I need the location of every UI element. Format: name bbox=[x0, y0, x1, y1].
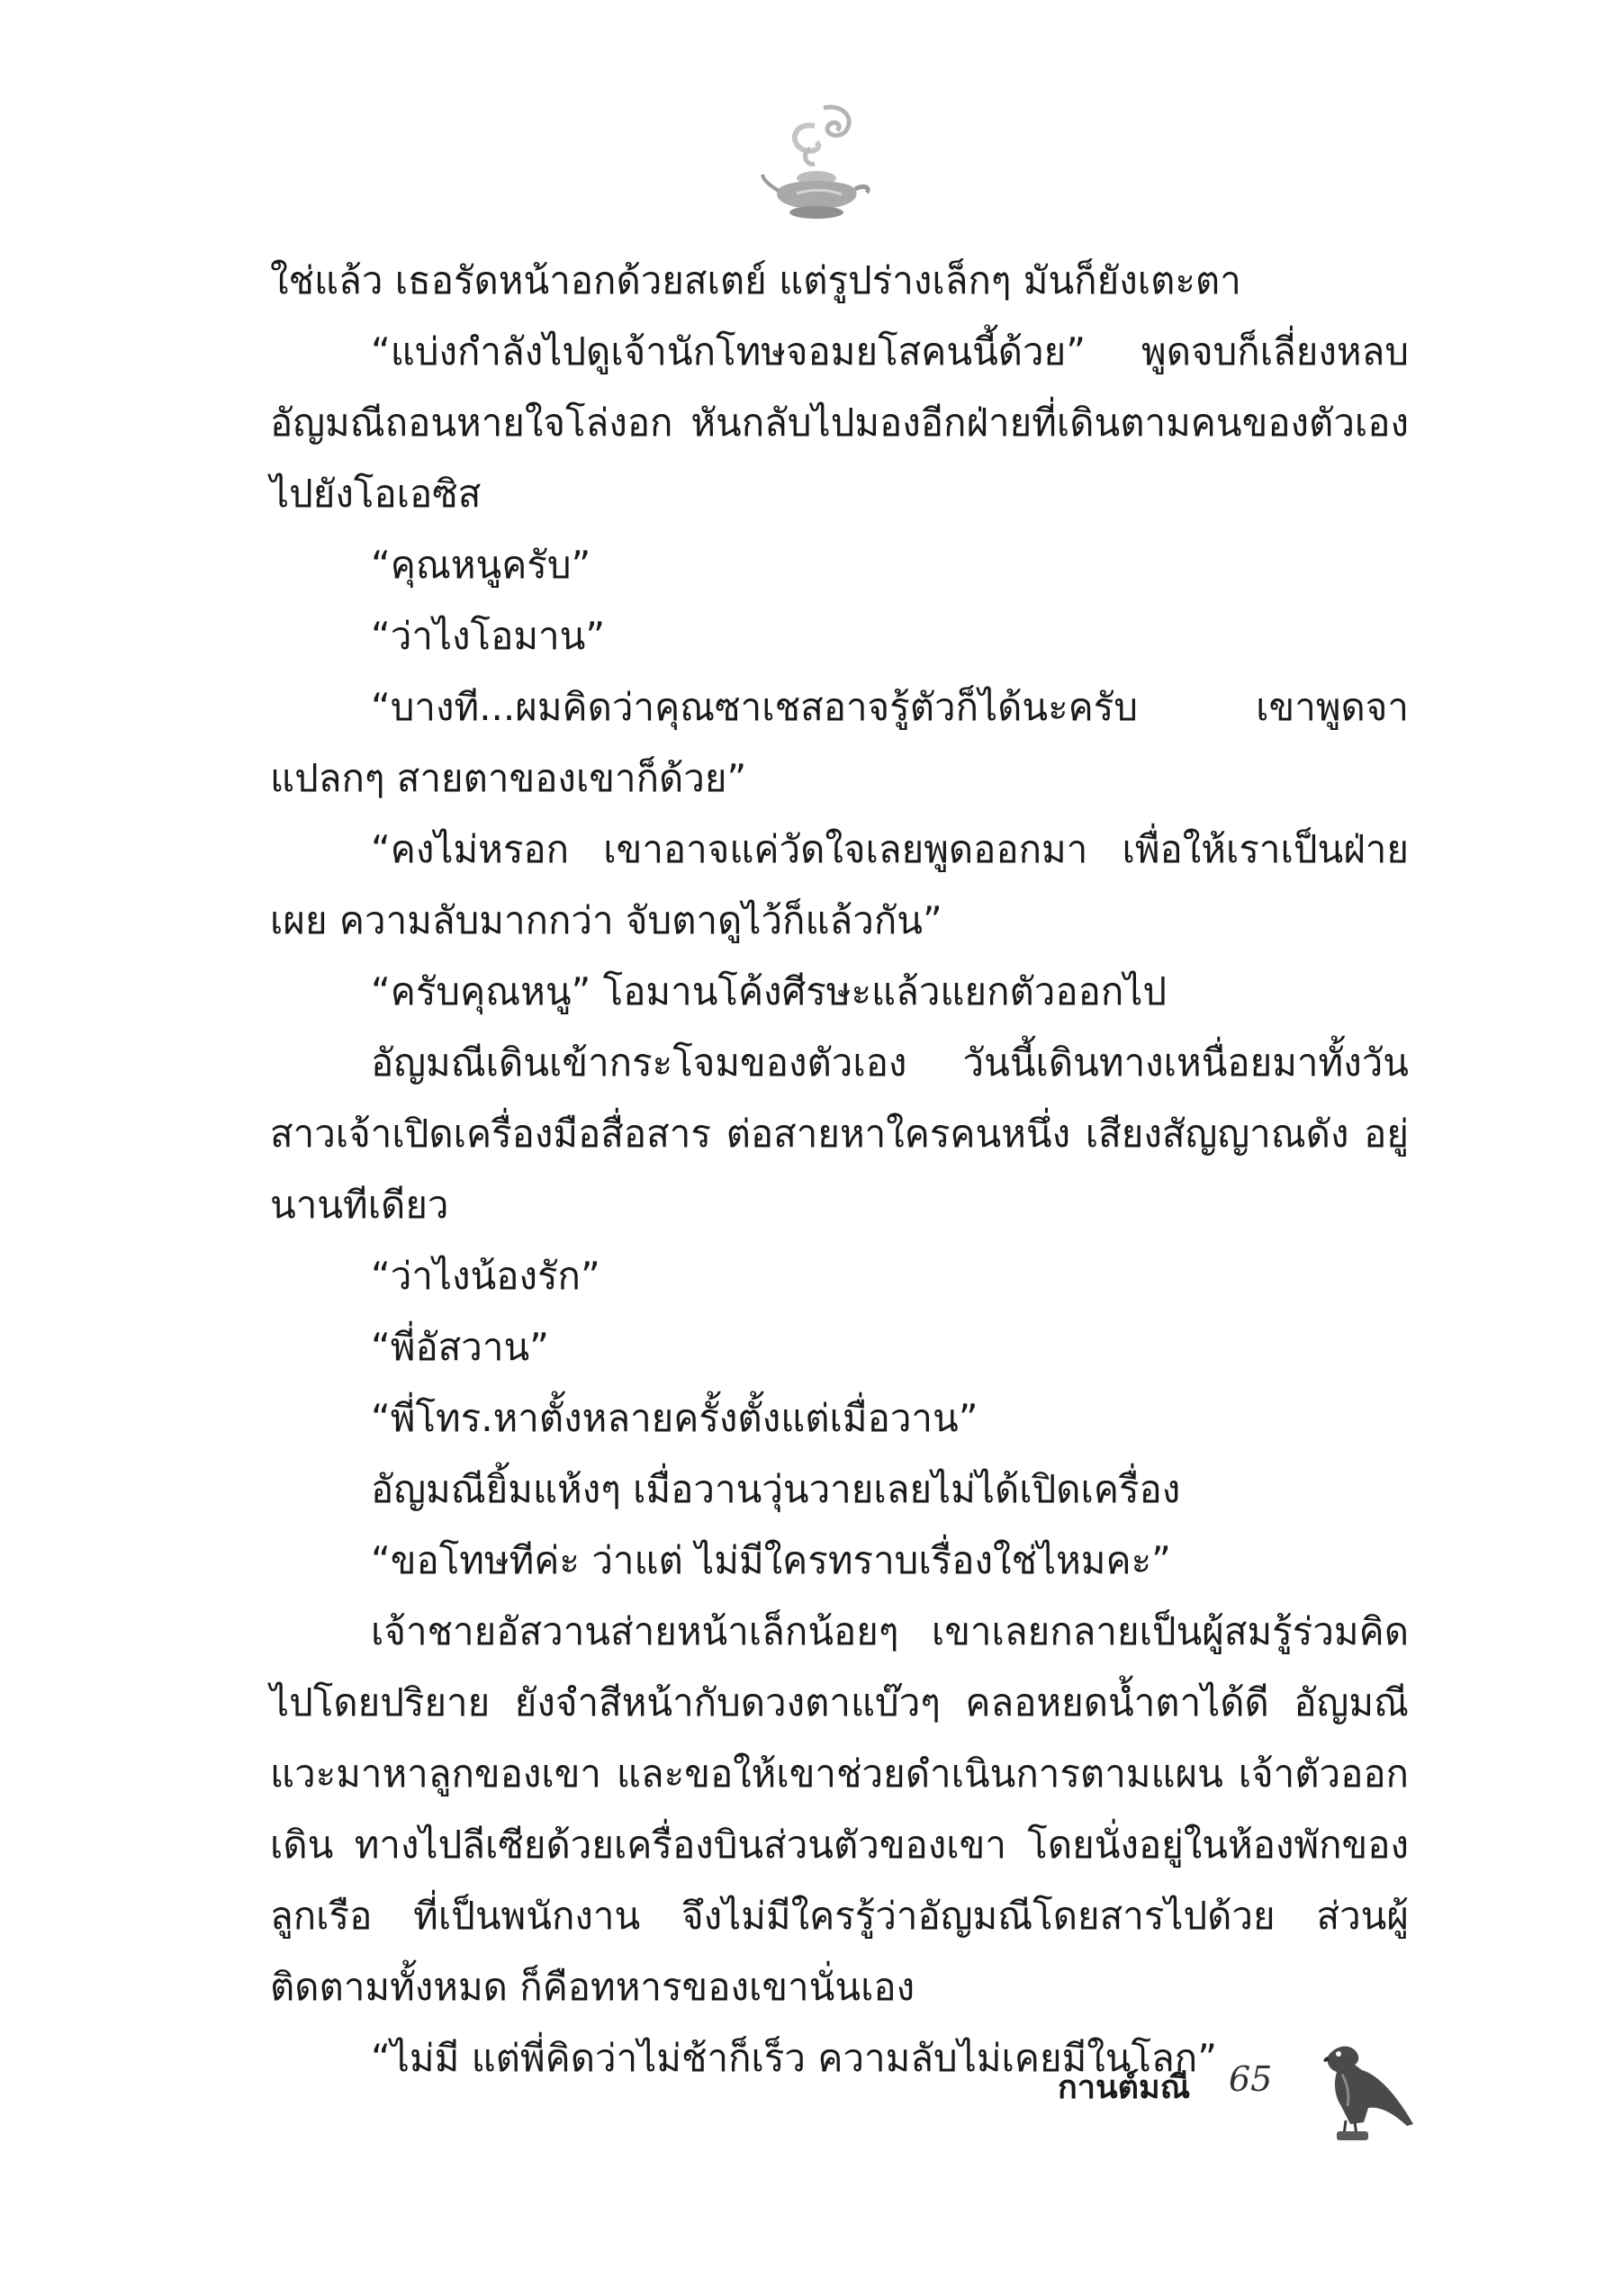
paragraph: “คงไม่หรอก เขาอาจแค่วัดใจเลยพูดออกมา เพื่อให้เราเป็นฝ่ายเผย ความลับมากกว่า จับตาดูไว้ก็แล้วกัน” bbox=[270, 827, 1409, 942]
paragraph: “ไม่มี แต่พี่คิดว่าไม่ช้าก็เร็ว ความลับไม่เคยมีในโลก” bbox=[371, 2036, 1217, 2080]
paragraph: “พี่โทร.หาตั้งหลายครั้งตั้งแต่เมื่อวาน” bbox=[371, 1396, 978, 1440]
book-title: กานต์มณี bbox=[1058, 2069, 1191, 2106]
paragraph: “ว่าไงน้องรัก” bbox=[371, 1254, 600, 1298]
falcon-icon bbox=[1301, 2034, 1422, 2142]
paragraph: “พี่อัสวาน” bbox=[371, 1325, 549, 1369]
chapter-body bbox=[270, 245, 1409, 2093]
paragraph: อัญมณียิ้มแห้งๆ เมื่อวานวุ่นวายเลยไม่ได้เปิดเครื่อง bbox=[371, 1467, 1181, 1511]
paragraph: “แบ่งกำลังไปดูเจ้านักโทษจอมยโสคนนี้ด้วย” พูดจบก็เลี่ยงหลบ อัญมณีถอนหายใจโล่งอก หันกลับไปมองอีกฝ่ายที่เดินตามคนของตัวเอง ไปยังโอเอซิส bbox=[270, 329, 1409, 516]
paragraph: “ครับคุณหนู” โอมานโค้งศีรษะแล้วแยกตัวออกไป bbox=[371, 969, 1168, 1013]
paragraph: เจ้าชายอัสวานส่ายหน้าเล็กน้อยๆ เขาเลยกลายเป็นผู้สมรู้ร่วมคิด ไปโดยปริยาย ยังจำสีหน้ากับดวงตาแบ๊วๆ คลอหยดน้ำตาได้ดี อัญมณี แวะมาหาลูกของเขา และขอให้เขาช่วยดำเนินการตามแผน เจ้าตัวออกเดิน ทางไปลีเซียด้วยเครื่องบินส่วนตัวของเขา โดยนั่งอยู่ในห้องพักของลูกเรือ ที่เป็นพนักงาน จึงไม่มีใครรู้ว่าอัญมณีโดยสารไปด้วย ส่วนผู้ติดตามทั้งหมด ก็คือทหารของเขานั่นเอง bbox=[270, 1609, 1409, 2009]
paragraph: อัญมณีเดินเข้ากระโจมของตัวเอง วันนี้เดินทางเหนื่อยมาทั้งวัน สาวเจ้าเปิดเครื่องมือสื่อสาร ต่อสายหาใครคนหนึ่ง เสียงสัญญาณดัง อยู่นานทีเดียว bbox=[270, 1040, 1409, 1227]
paragraph: “ขอโทษทีค่ะ ว่าแต่ ไม่มีใครทราบเรื่องใช่ไหมคะ” bbox=[371, 1538, 1171, 1582]
paragraph: “คุณหนูครับ” bbox=[371, 543, 591, 587]
page-footer bbox=[1058, 2034, 1427, 2142]
paragraph: “ว่าไงโอมาน” bbox=[371, 614, 606, 658]
genie-lamp-icon bbox=[761, 99, 873, 225]
paragraph: ใช่แล้ว เธอรัดหน้าอกด้วยสเตย์ แต่รูปร่างเล็กๆ มันก็ยังเตะตา bbox=[270, 258, 1241, 302]
paragraph: “บางที...ผมคิดว่าคุณซาเชสอาจรู้ตัวก็ได้นะครับ เขาพูดจาแปลกๆ สายตาของเขาก็ด้วย” bbox=[270, 685, 1409, 800]
page-number: 65 bbox=[1229, 2059, 1273, 2099]
